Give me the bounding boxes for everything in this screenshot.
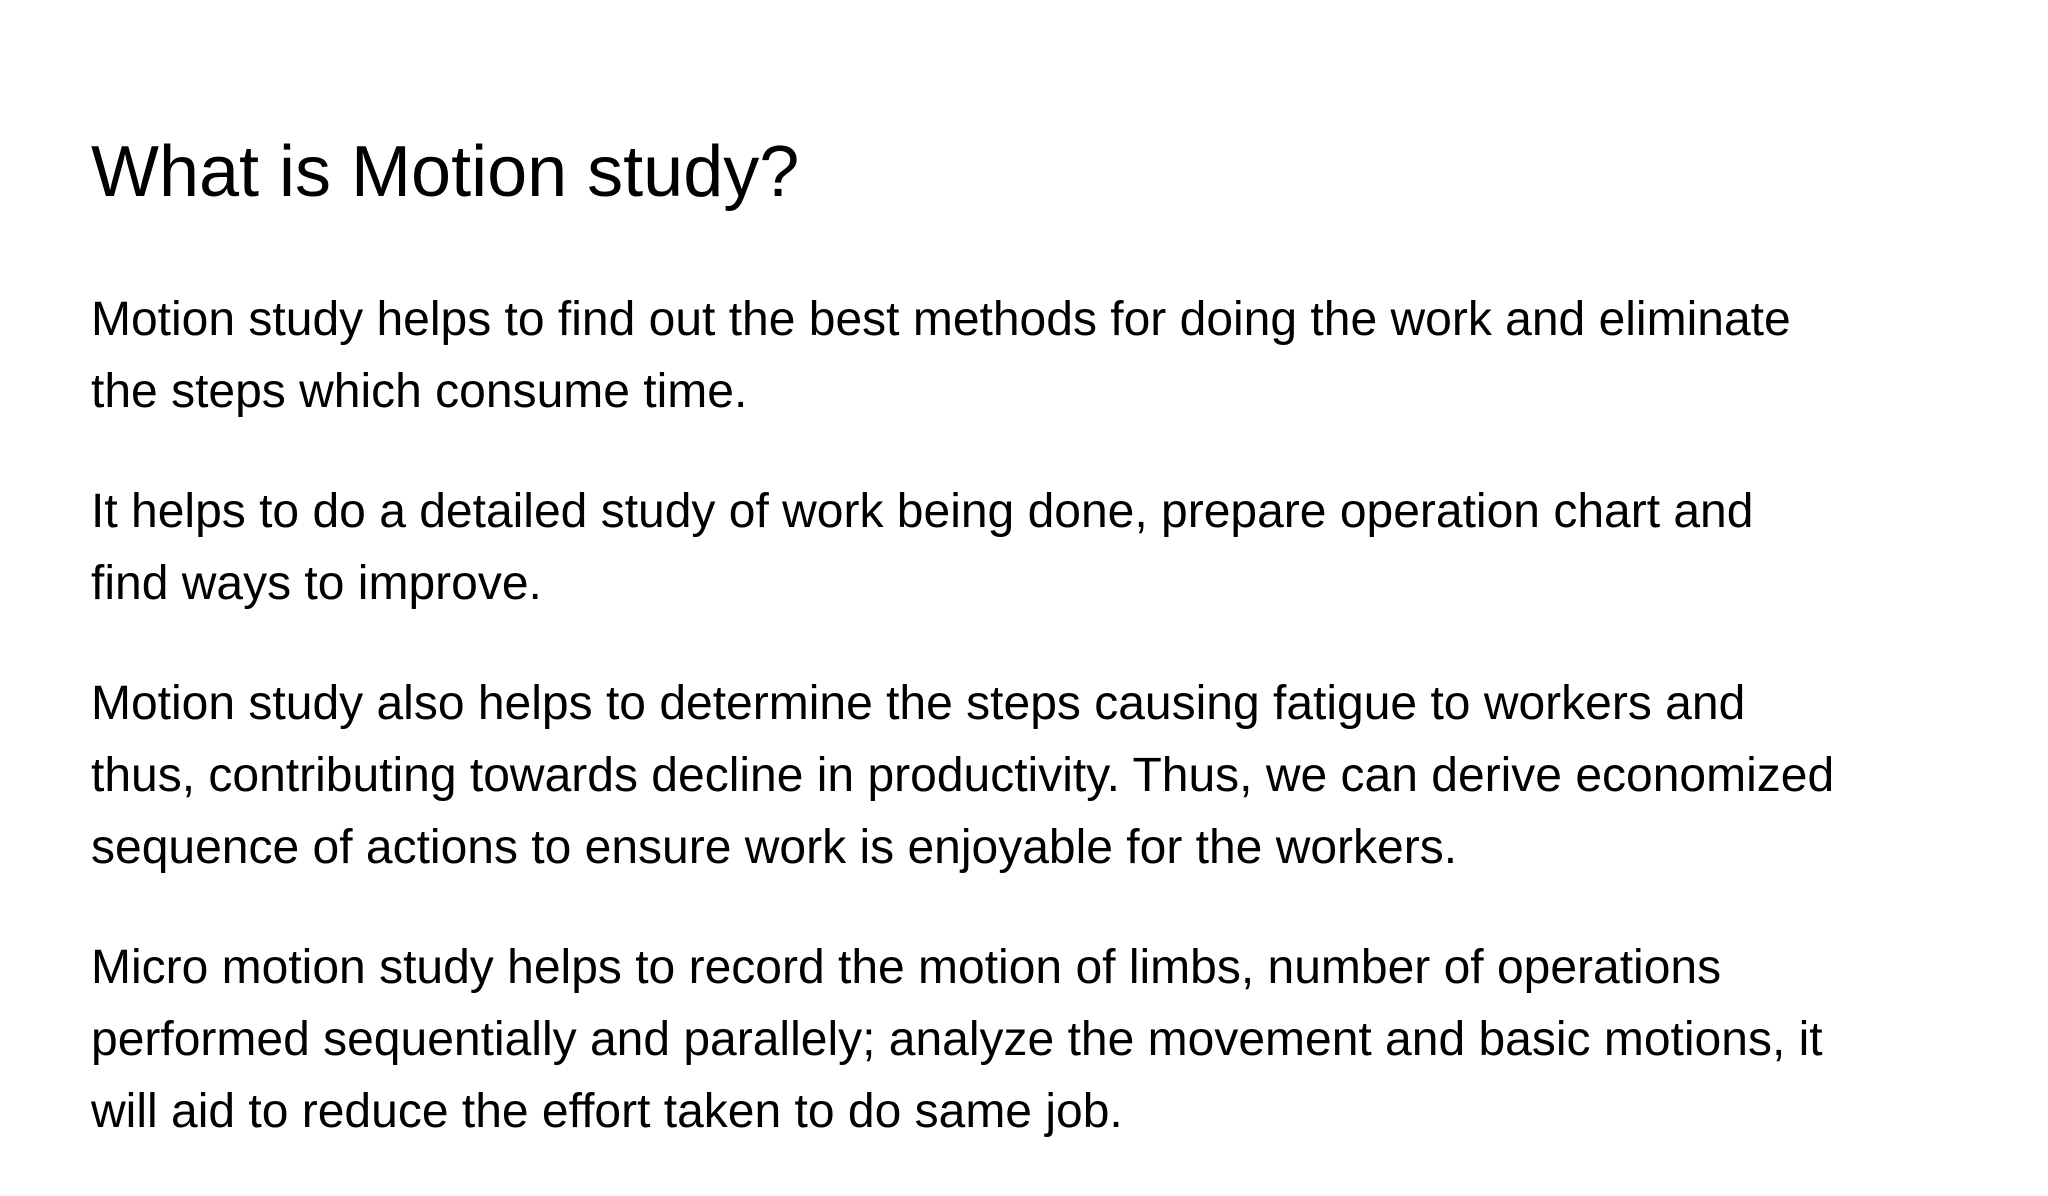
slide-title: What is Motion study? [91, 132, 800, 212]
paragraph-line: sequence of actions to ensure work is enjoyable for the workers. [91, 821, 1458, 874]
paragraph-line: thus, contributing towards decline in productivity. Thus, we can derive economized [91, 749, 1835, 802]
paragraph-fatigue [91, 668, 2011, 884]
paragraph-line: It helps to do a detailed study of work being done, prepare operation chart and [91, 485, 1754, 538]
paragraph-line: find ways to improve. [91, 557, 542, 610]
paragraph-best-methods [91, 284, 2011, 428]
paragraph-line: Micro motion study helps to record the motion of limbs, number of operations [91, 941, 1722, 994]
slide-body [91, 284, 2011, 1196]
paragraph-detailed-study [91, 476, 2011, 620]
paragraph-line: Motion study also helps to determine the steps causing fatigue to workers and [91, 677, 1746, 730]
paragraph-line: will aid to reduce the effort taken to do same job. [91, 1085, 1123, 1138]
paragraph-line: Motion study helps to find out the best methods for doing the work and eliminate [91, 293, 1791, 346]
paragraph-line: performed sequentially and parallely; analyze the movement and basic motions, it [91, 1013, 1823, 1066]
paragraph-micro-motion [91, 932, 2011, 1148]
paragraph-line: the steps which consume time. [91, 365, 748, 418]
